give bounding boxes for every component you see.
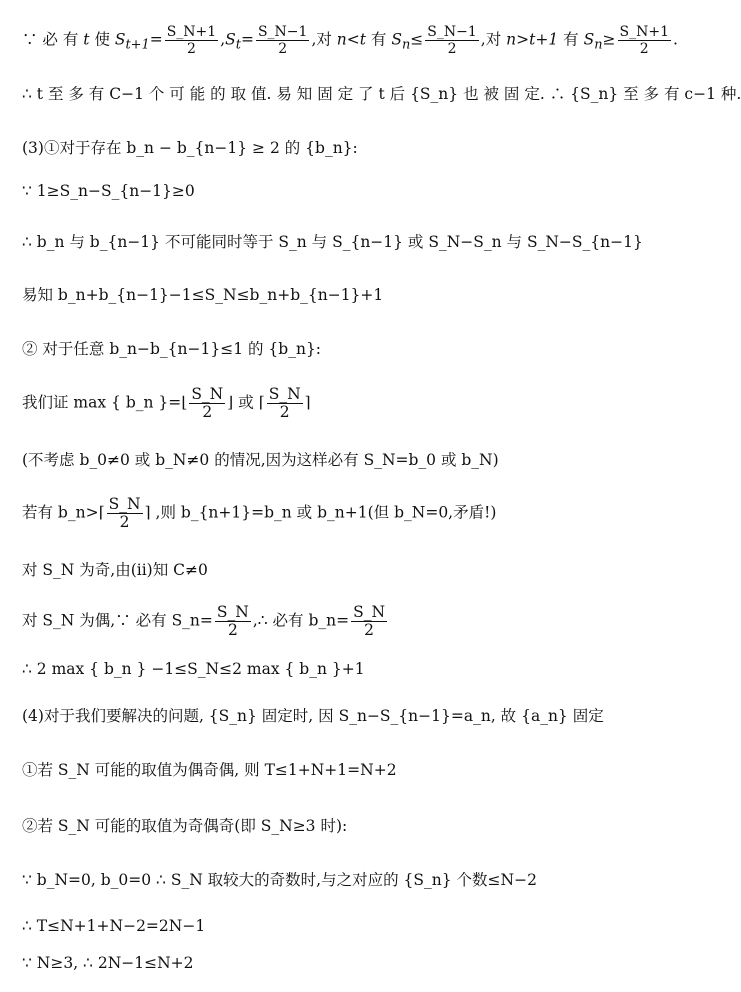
text-line-5: ∴ b_n 与 b_{n−1} 不可能同时等于 S_n 与 S_{n−1} 或 S_N−S_n 与 S_N−S_{n−1}: [22, 233, 643, 251]
text-line-19: ∵ N≥3, ∴ 2N−1≤N+2: [22, 954, 194, 972]
fraction: [189, 386, 225, 421]
text-line-9: (不考虑 b_0≠0 或 b_N≠0 的情况,因为这样必有 S_N=b_0 或 b_N): [22, 451, 499, 469]
fraction: [215, 604, 251, 639]
fraction-denominator: 2: [639, 41, 649, 57]
math-expr: n<t: [336, 30, 366, 49]
text-segment: =: [149, 30, 163, 49]
text-line-3: (3)①对于存在 b_n − b_{n−1} ≥ 2 的 {b_n}:: [22, 139, 358, 157]
fraction-denominator: 2: [187, 41, 196, 57]
fraction-denominator: 2: [202, 403, 213, 421]
fraction-denominator: 2: [227, 621, 238, 639]
fraction-numerator: S_N: [353, 603, 386, 621]
text-segment: =: [240, 30, 254, 49]
fraction: [425, 24, 478, 57]
math-sub: n: [594, 37, 603, 53]
text-segment: ,对: [311, 30, 337, 49]
fraction-denominator: 2: [279, 403, 290, 421]
text-line-7: ② 对于任意 b_n−b_{n−1}≤1 的 {b_n}:: [22, 340, 322, 358]
fraction-numerator: S_N: [216, 603, 249, 621]
text-segment: ,对: [480, 30, 507, 49]
fraction-numerator: S_N: [268, 385, 301, 403]
fraction-numerator: S_N+1: [166, 24, 217, 40]
fraction-numerator: S_N: [108, 495, 141, 513]
text-segment: ⌋ 或 ⌈: [227, 393, 265, 412]
fraction: [107, 496, 143, 531]
text-line-1: [22, 24, 678, 57]
math-var: S: [114, 30, 126, 49]
text-line-18: ∴ T≤N+1+N−2=2N−1: [22, 917, 206, 935]
text-line-12: [22, 604, 656, 639]
text-segment: ∵ 必 有: [22, 30, 84, 49]
text-line-10: [22, 496, 656, 531]
fraction: [267, 386, 303, 421]
text-segment: 有: [366, 30, 392, 49]
fraction-denominator: 2: [278, 41, 288, 57]
fraction: [618, 24, 671, 57]
fraction-numerator: S_N+1: [619, 24, 669, 40]
fraction-numerator: S_N−1: [427, 24, 477, 40]
fraction: [256, 24, 309, 57]
text-segment: ⌉ ,则 b_{n+1}=b_n 或 b_n+1(但 b_N=0,矛盾!): [144, 503, 497, 522]
math-sub: t+1: [125, 37, 150, 53]
text-segment: ,∴ 必有 b_n=: [252, 611, 350, 630]
text-line-15: ①若 S_N 可能的取值为偶奇偶, 则 T≤1+N+1=N+2: [22, 761, 397, 779]
math-expr: n>t+1: [506, 30, 559, 49]
fraction-numerator: S_N: [191, 385, 224, 403]
text-line-2: ∴ t 至 多 有 C−1 个 可 能 的 取 值. 易 知 固 定 了 t 后 {S_n} 也 被 固 定. ∴ {S_n} 至 多 有 c−1 种.: [22, 85, 741, 103]
math-sub: n: [401, 37, 411, 53]
text-segment: 对 S_N 为偶,∵ 必有 S_n=: [22, 611, 213, 630]
text-segment: ≥: [602, 30, 616, 49]
math-var: S: [225, 30, 236, 49]
math-var: t: [83, 30, 90, 49]
text-segment: ⌉: [304, 393, 311, 412]
text-segment: 使: [89, 30, 115, 49]
text-line-11: 对 S_N 为奇,由(ii)知 C≠0: [22, 561, 208, 579]
text-line-14: (4)对于我们要解决的问题, {S_n} 固定时, 因 S_n−S_{n−1}=a_n, 故 {a_n} 固定: [22, 707, 604, 725]
fraction-denominator: 2: [364, 621, 375, 639]
text-segment: .: [672, 30, 678, 49]
text-segment: ≤: [410, 30, 424, 49]
fraction: [165, 24, 218, 57]
text-line-16: ②若 S_N 可能的取值为奇偶奇(即 S_N≥3 时):: [22, 817, 348, 835]
text-line-6: 易知 b_n+b_{n−1}−1≤S_N≤b_n+b_{n−1}+1: [22, 286, 384, 304]
text-line-4: ∵ 1≥S_n−S_{n−1}≥0: [22, 182, 195, 200]
text-line-8: [22, 386, 656, 421]
fraction-denominator: 2: [119, 513, 130, 531]
text-line-17: ∵ b_N=0, b_0=0 ∴ S_N 取较大的奇数时,与之对应的 {S_n} 个数≤N−2: [22, 871, 537, 889]
text-segment: 有: [558, 30, 584, 49]
text-line-13: ∴ 2 max { b_n } −1≤S_N≤2 max { b_n }+1: [22, 660, 365, 678]
fraction: [351, 604, 387, 639]
text-segment: ,: [220, 30, 226, 49]
text-segment: 若有 b_n>⌈: [22, 503, 105, 522]
fraction-denominator: 2: [447, 41, 457, 57]
math-var: S: [391, 30, 402, 49]
fraction-numerator: S_N−1: [257, 24, 308, 40]
math-var: S: [583, 30, 595, 49]
math-sub: t: [235, 37, 241, 53]
text-segment: 我们证 max { b_n }=⌊: [22, 393, 188, 412]
